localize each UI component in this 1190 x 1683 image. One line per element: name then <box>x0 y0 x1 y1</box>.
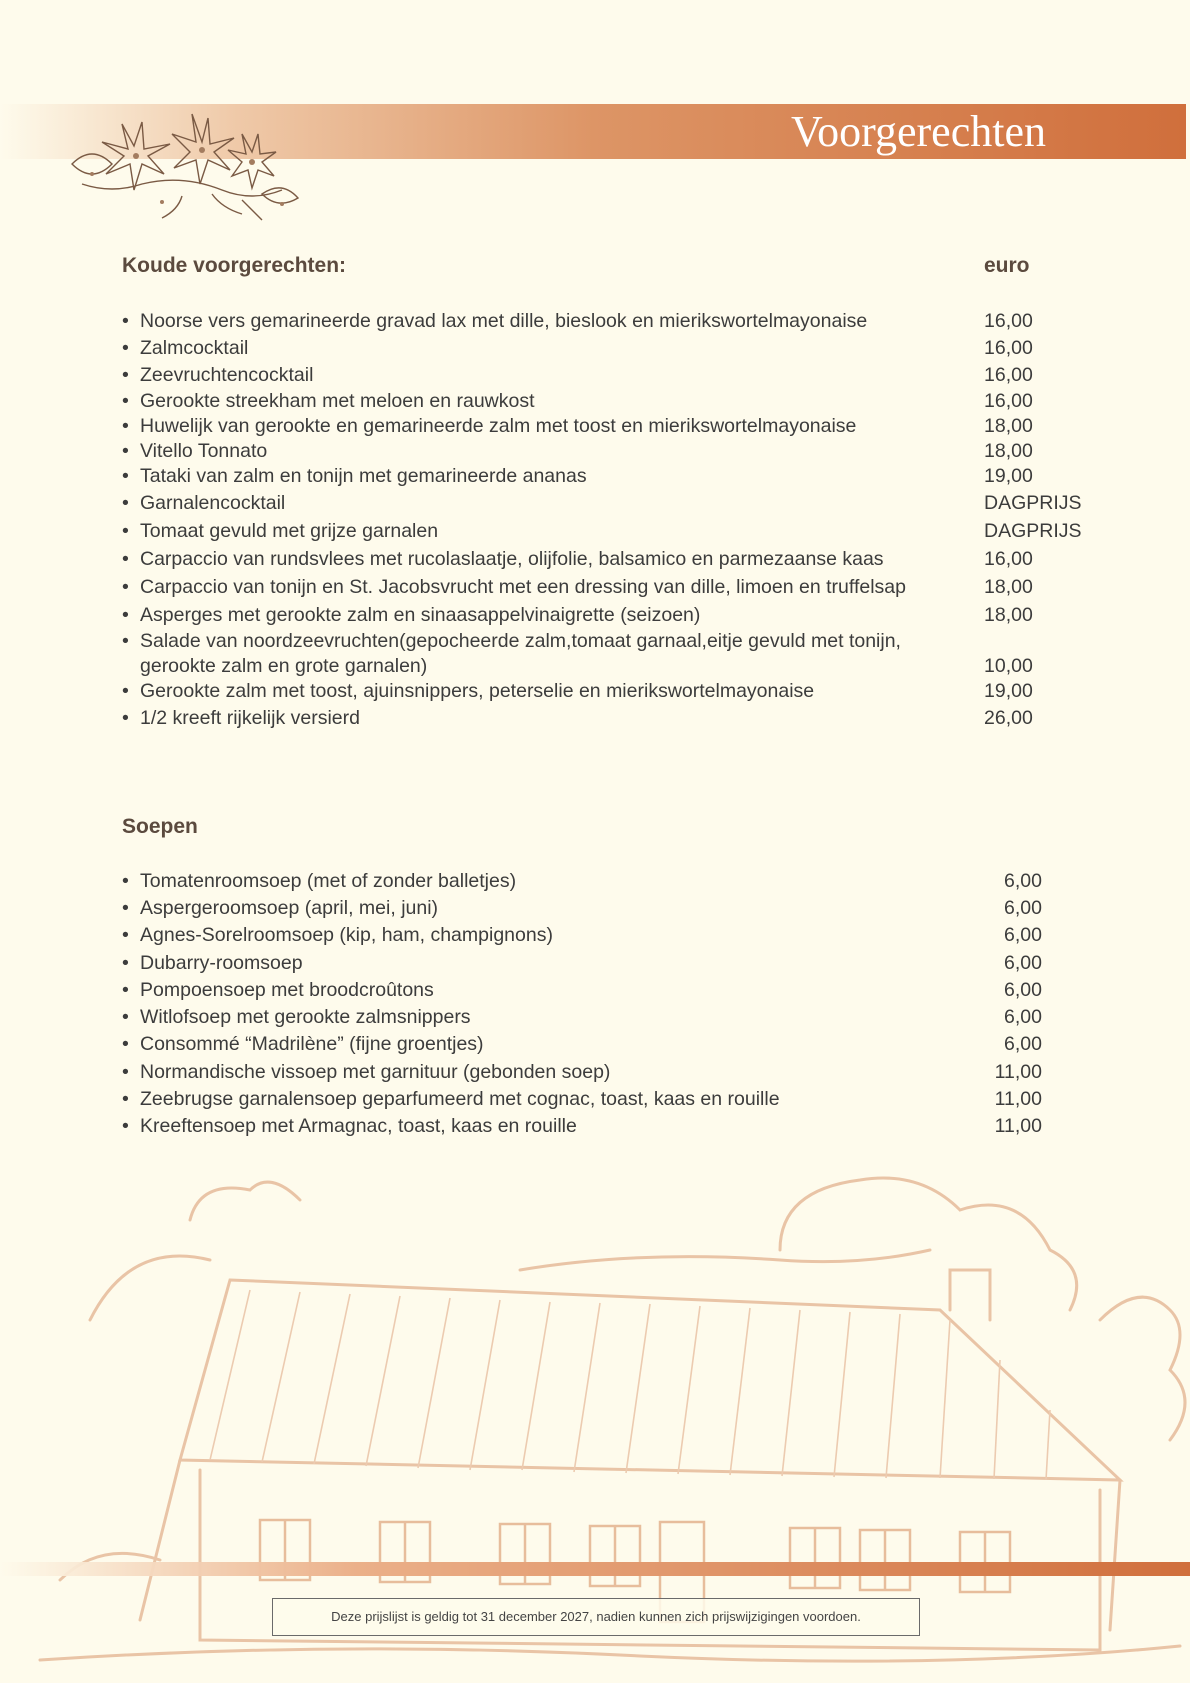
item-price: 11,00 <box>994 1115 1042 1137</box>
item-price: 6,00 <box>1004 897 1042 919</box>
bullet-icon: • <box>122 924 129 946</box>
item-price: 18,00 <box>984 440 1033 462</box>
bullet-icon: • <box>122 630 129 652</box>
item-price: 16,00 <box>984 364 1033 386</box>
item-price: 6,00 <box>1004 1033 1042 1055</box>
validity-note: Deze prijslijst is geldig tot 31 december 2027, nadien kunnen zich prijswijzigingen voordoen. <box>272 1598 920 1636</box>
bullet-icon: • <box>122 707 129 729</box>
bullet-icon: • <box>122 415 129 437</box>
item-price: 6,00 <box>1004 1006 1042 1028</box>
item-price: 6,00 <box>1004 924 1042 946</box>
item-price: 18,00 <box>984 604 1033 626</box>
bullet-icon: • <box>122 1061 129 1083</box>
item-price: 16,00 <box>984 390 1033 412</box>
item-price: 19,00 <box>984 680 1033 702</box>
flower-illustration <box>62 104 302 224</box>
bullet-icon: • <box>122 1006 129 1028</box>
bullet-icon: • <box>122 310 129 332</box>
item-price: 18,00 <box>984 415 1033 437</box>
footer-band <box>0 1562 1190 1576</box>
item-price: 6,00 <box>1004 870 1042 892</box>
bullet-icon: • <box>122 979 129 1001</box>
item-price: 26,00 <box>984 707 1033 729</box>
bullet-icon: • <box>122 337 129 359</box>
bullet-icon: • <box>122 492 129 514</box>
item-price: 6,00 <box>1004 952 1042 974</box>
bullet-icon: • <box>122 604 129 626</box>
item-price: 16,00 <box>984 548 1033 570</box>
bullet-icon: • <box>122 576 129 598</box>
bullet-icon: • <box>122 440 129 462</box>
page-title: Voorgerechten <box>791 107 1046 156</box>
bullet-icon: • <box>122 364 129 386</box>
bullet-icon: • <box>122 548 129 570</box>
bullet-icon: • <box>122 952 129 974</box>
bullet-icon: • <box>122 1033 129 1055</box>
bullet-icon: • <box>122 465 129 487</box>
item-price: 16,00 <box>984 310 1033 332</box>
item-price: 10,00 <box>984 655 1033 677</box>
currency-label: euro <box>984 254 1030 277</box>
item-price: DAGPRIJS <box>984 492 1082 514</box>
bullet-icon: • <box>122 680 129 702</box>
item-price: DAGPRIJS <box>984 520 1082 542</box>
item-price: 16,00 <box>984 337 1033 359</box>
bullet-icon: • <box>122 870 129 892</box>
item-price: 6,00 <box>1004 979 1042 1001</box>
item-price: 11,00 <box>994 1061 1042 1083</box>
item-price: 19,00 <box>984 465 1033 487</box>
bullet-icon: • <box>122 1115 129 1137</box>
bullet-icon: • <box>122 897 129 919</box>
bullet-icon: • <box>122 390 129 412</box>
bullet-icon: • <box>122 1088 129 1110</box>
item-price: 11,00 <box>994 1088 1042 1110</box>
cold-starters-heading: Koude voorgerechten: <box>122 254 347 277</box>
item-price: 18,00 <box>984 576 1033 598</box>
bullet-icon: • <box>122 520 129 542</box>
soups-heading: Soepen <box>122 815 198 838</box>
